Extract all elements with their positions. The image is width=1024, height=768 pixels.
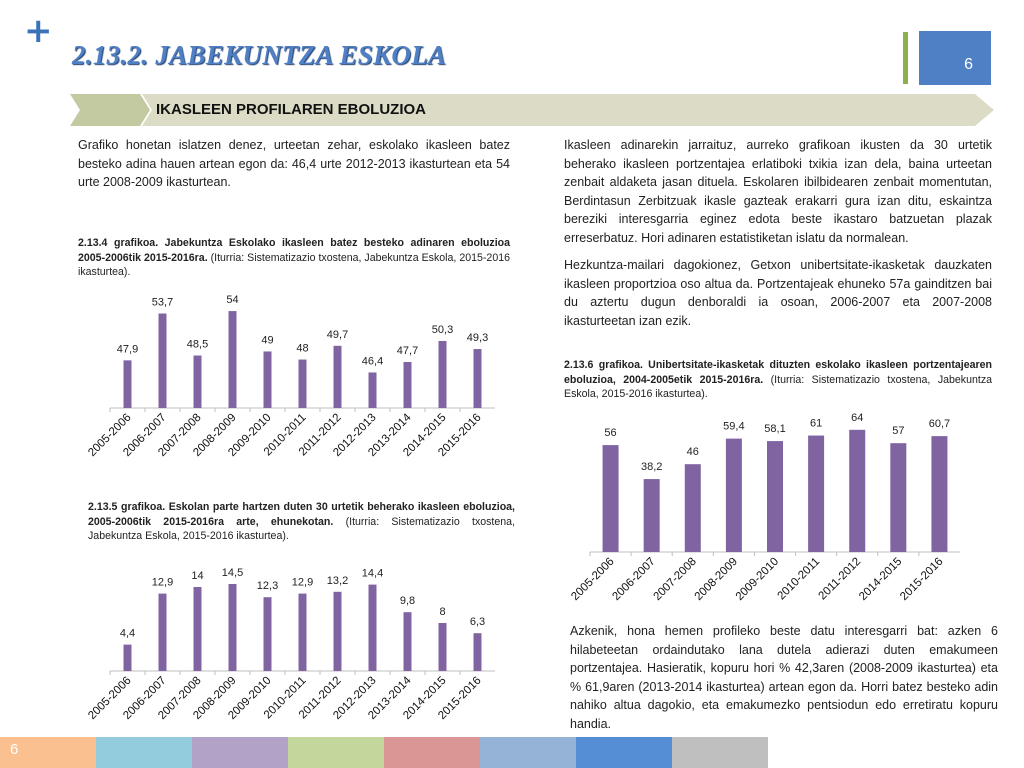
bar-2007-2008 xyxy=(194,587,202,671)
plus-icon: + xyxy=(24,11,53,51)
chart-under-30 xyxy=(86,560,500,735)
x-tick-label: 2015-2016 xyxy=(436,674,484,723)
bar-2005-2006 xyxy=(603,445,619,552)
bar-2011-2012 xyxy=(334,346,342,408)
section-heading: IKASLEEN PROFILAREN EBOLUZIOA xyxy=(156,101,427,118)
bar-2008-2009 xyxy=(229,584,237,671)
data-label: 54 xyxy=(226,294,239,307)
x-tick-label: 2013-2014 xyxy=(366,674,414,723)
bar-2006-2007 xyxy=(159,594,167,671)
data-label: 14,5 xyxy=(221,567,244,579)
x-tick-label: 2009-2010 xyxy=(226,674,274,723)
bar-2006-2007 xyxy=(644,479,660,552)
data-label: 56 xyxy=(604,427,617,440)
footer-color-strip xyxy=(0,737,768,768)
bar-2009-2010 xyxy=(767,441,783,552)
x-tick-label: 2007-2008 xyxy=(156,411,204,460)
page-title: 2.13.2. JABEKUNTZA ESKOLA xyxy=(72,40,447,70)
data-label: 12,3 xyxy=(256,580,279,593)
data-label: 47,7 xyxy=(396,344,419,357)
x-tick-label: 2006-2007 xyxy=(121,674,169,723)
data-label: 49 xyxy=(261,334,274,347)
x-tick-label: 2010-2011 xyxy=(261,674,309,722)
x-tick-label: 2011-2012 xyxy=(296,674,344,722)
x-tick-label: 2014-2015 xyxy=(857,555,905,604)
x-tick-label: 2013-2014 xyxy=(366,411,414,460)
x-tick-label: 2009-2010 xyxy=(226,411,274,460)
x-tick-label: 2005-2006 xyxy=(86,674,134,723)
footer-color-block xyxy=(192,737,288,768)
bar-2010-2011 xyxy=(299,360,307,408)
bar-2008-2009 xyxy=(726,439,742,552)
bar-2005-2006 xyxy=(124,645,132,671)
data-label: 49,3 xyxy=(466,332,489,345)
x-tick-label: 2015-2016 xyxy=(436,411,484,460)
bar-2006-2007 xyxy=(159,314,167,409)
data-label: 4,4 xyxy=(119,627,136,640)
right-paragraph-2: Hezkuntza-mailari dagokionez, Getxon unibertsitate-ikasketak dauzkaten ikasleen proportzioa oso altua da. Portzentajeak ehuneko 57a gainditzen bai du aztertu dugun denboraldi ia osoan, 2006-2007 eta 2007-2008 ikasturteetan izan ezik. xyxy=(564,258,992,328)
x-tick-label: 2014-2015 xyxy=(401,674,449,723)
caption-chart-2 xyxy=(88,500,515,544)
x-tick-label: 2006-2007 xyxy=(610,555,658,604)
data-label: 12,9 xyxy=(291,576,314,589)
x-tick-label: 2015-2016 xyxy=(898,555,946,604)
bar-2011-2012 xyxy=(849,430,865,552)
caption-chart-3-title: 2.13.6 grafikoa. Unibertsitate-ikasketak dituzten eskolako ikasleen portzentajearen eboluzioa, 2004-2005etik 2015-2016ra. xyxy=(564,359,992,386)
data-label: 13,2 xyxy=(326,574,349,587)
data-label: 46,4 xyxy=(361,355,384,368)
x-tick-label: 2005-2006 xyxy=(569,555,617,604)
bar-2009-2010 xyxy=(264,351,272,408)
caption-chart-3 xyxy=(564,358,992,402)
x-tick-label: 2011-2012 xyxy=(816,555,864,603)
banner-arrow-left xyxy=(70,94,150,126)
page-number: 6 xyxy=(964,56,973,73)
x-tick-label: 2011-2012 xyxy=(296,411,344,459)
caption-chart-1-source: (Iturria: Sistematizazio txostena, Jabekuntza Eskola, 2015-2016 ikasturtea). xyxy=(78,251,510,278)
bar-2011-2012 xyxy=(334,592,342,671)
chart-average-age xyxy=(86,290,500,480)
x-tick-label: 2014-2015 xyxy=(401,411,449,460)
bar-2014-2015 xyxy=(439,341,447,408)
footer-color-block xyxy=(288,737,384,768)
right-paragraph-1: Ikasleen adinarekin jarraituz, aurreko grafikoan ikusten da 30 urtetik beherako ikasleen portzentajea erlatiboki txikia izan dela, baina urteetan zenbait aldaketa jasan dituela. Eskolaren ibilbidearen zenbait momentutan, Berdintasun Zerbitzuak ikasle gazteak erakarri gura izan ditu, eskaintza bereziki interesgarria eginez edota beste ikastaro batzuetan plazak erreserbatuz. Hori adinaren estatistiketan islatu da normalean. xyxy=(564,138,992,245)
bar-2012-2013 xyxy=(369,585,377,671)
bar-2008-2009 xyxy=(229,311,237,408)
bar-2010-2011 xyxy=(299,594,307,671)
data-label: 50,3 xyxy=(431,323,454,336)
caption-chart-1 xyxy=(78,236,510,280)
x-tick-label: 2009-2010 xyxy=(733,555,782,604)
x-tick-label: 2007-2008 xyxy=(156,674,204,723)
data-label: 9,8 xyxy=(399,595,416,608)
data-label: 12,9 xyxy=(151,576,174,589)
x-tick-label: 2007-2008 xyxy=(651,555,699,604)
title-divider xyxy=(903,32,908,84)
data-label: 6,3 xyxy=(469,616,486,629)
footer-color-block xyxy=(576,737,672,768)
data-label: 38,2 xyxy=(640,461,663,474)
x-tick-label: 2010-2011 xyxy=(775,555,823,603)
data-label: 60,7 xyxy=(928,418,951,431)
data-label: 61 xyxy=(809,417,823,430)
data-label: 49,7 xyxy=(326,328,349,341)
data-label: 64 xyxy=(851,411,864,424)
bar-2015-2016 xyxy=(474,349,482,408)
x-tick-label: 2006-2007 xyxy=(121,411,169,460)
bar-2015-2016 xyxy=(931,436,947,552)
footer-color-block xyxy=(96,737,192,768)
bar-2010-2011 xyxy=(808,436,824,552)
x-tick-label: 2008-2009 xyxy=(191,411,239,460)
data-label: 48,5 xyxy=(186,338,209,351)
bar-2007-2008 xyxy=(194,356,202,409)
caption-chart-2-source: (Iturria: Sistematizazio txostena, Jabekuntza Eskola, 2015-2016 ikasturtea). xyxy=(88,515,515,542)
x-tick-label: 2010-2011 xyxy=(261,411,309,459)
x-tick-label: 2005-2006 xyxy=(86,411,134,460)
data-label: 8 xyxy=(439,606,446,618)
footer-page-number: 6 xyxy=(10,741,19,758)
bar-2009-2010 xyxy=(264,597,272,671)
footer-color-block xyxy=(384,737,480,768)
data-label: 48 xyxy=(296,342,309,355)
bar-2015-2016 xyxy=(474,633,482,671)
caption-chart-1-title: 2.13.4 grafikoa. Jabekuntza Eskolako ikasleen batez besteko adinaren eboluzioa 2005-2006tik 2015-2016ra. xyxy=(78,237,510,264)
x-tick-label: 2008-2009 xyxy=(692,555,741,604)
x-tick-label: 2012-2013 xyxy=(331,674,379,723)
left-intro-text: Grafiko honetan islatzen denez, urteetan zehar, eskolako ikasleen batez besteko adina hauen artean egon da: 46,4 urte 2012-2013 ikasturtean eta 54 urte 2008-2009 ikasturtean. xyxy=(78,138,510,189)
chart-university-studies xyxy=(569,411,975,622)
bar-2007-2008 xyxy=(685,464,701,552)
data-label: 14 xyxy=(191,570,204,582)
data-label: 58,1 xyxy=(764,423,786,436)
footer-color-block xyxy=(480,737,576,768)
caption-chart-3-source: (Iturria: Sistematizazio txostena, Jabekuntza Eskola, 2015-2016 ikasturtea). xyxy=(564,373,993,400)
data-label: 47,9 xyxy=(116,343,139,356)
caption-chart-2-title: 2.13.5 grafikoa. Eskolan parte hartzen duten 30 urtetik beherako ikasleen eboluzioa, 2005-2006tik 2015-2016ra arte, ehunekotan. xyxy=(88,501,515,528)
page-number-box xyxy=(919,31,991,85)
data-label: 59,4 xyxy=(723,420,745,433)
data-label: 57 xyxy=(892,425,905,438)
data-label: 46 xyxy=(686,446,699,459)
data-label: 53,7 xyxy=(151,296,174,309)
bar-2012-2013 xyxy=(369,372,377,408)
bar-2005-2006 xyxy=(124,360,132,408)
bar-2013-2014 xyxy=(404,612,412,671)
bar-2014-2015 xyxy=(439,623,447,671)
x-tick-label: 2012-2013 xyxy=(331,411,379,460)
bar-2013-2014 xyxy=(404,362,412,408)
right-paragraph-3: Azkenik, hona hemen profileko beste datu interesgarri bat: azken 6 hilabeteetan ordaindutako lana dutela adierazi duten emakumeen portzentajea. Hasieratik, kopuru hori % 42,3aren (2008-2009 ikasturtea) eta % 61,9aren (2013-2014 ikasturtea) artean egon da. Horri batez besteko adin nahiko altua dagokio, eta emakumezko pentsiodun edo erretiratu kopuru handia. xyxy=(570,624,998,731)
data-label: 14,4 xyxy=(361,567,384,580)
footer-color-block xyxy=(672,737,768,768)
bar-2014-2015 xyxy=(890,443,906,552)
x-tick-label: 2008-2009 xyxy=(191,674,239,723)
